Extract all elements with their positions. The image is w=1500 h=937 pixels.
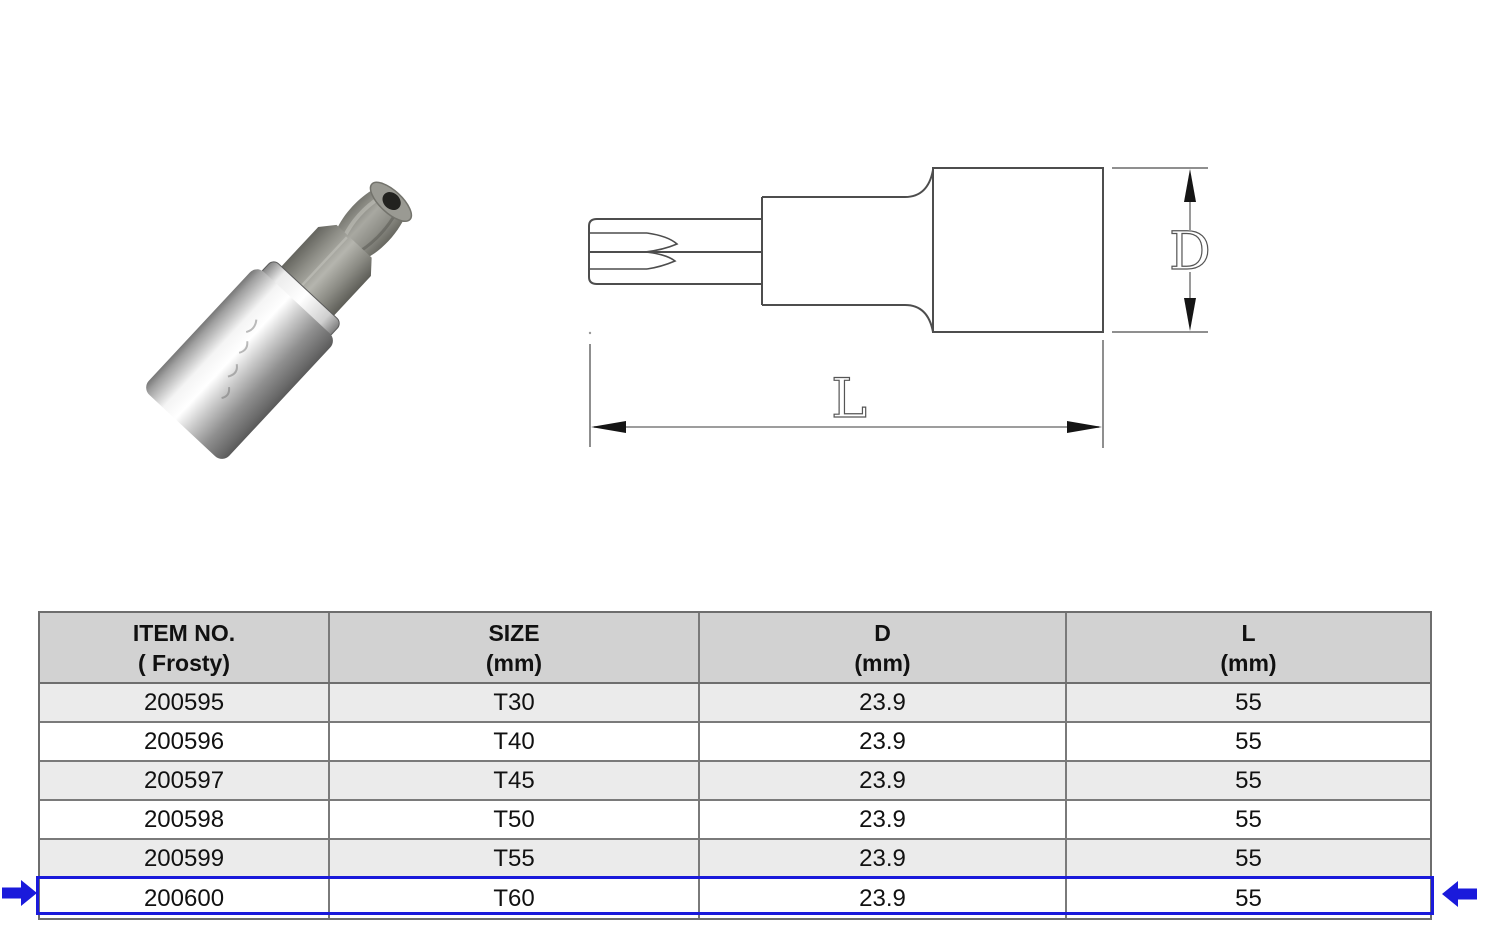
torx-bit-socket-photo <box>120 140 460 470</box>
dimension-d <box>1112 168 1211 332</box>
arrow-left-icon <box>591 421 626 433</box>
col-header-line2: (mm) <box>485 649 543 676</box>
dimension-l <box>589 332 1103 448</box>
d-dimension-label: D <box>1169 222 1211 282</box>
cell-l: 55 <box>1235 844 1262 872</box>
dimension-diagram <box>560 140 1240 470</box>
cell-item-no: 200597 <box>40 762 330 799</box>
col-header-line2: (mm) <box>854 649 911 676</box>
table-row <box>40 684 1430 723</box>
cell-size: T45 <box>330 762 700 799</box>
pointer-arrow-right-icon <box>2 880 38 906</box>
table-header-row <box>40 613 1430 684</box>
col-header-line1: L <box>1241 619 1256 646</box>
table-row <box>40 762 1430 801</box>
cell-d: 23.9 <box>700 723 1067 760</box>
cell-l: 55 <box>1235 805 1262 833</box>
l-dimension-label: L <box>831 367 867 430</box>
cell-d: 23.9 <box>700 684 1067 721</box>
arrow-right-icon <box>1067 421 1102 433</box>
arrow-up-icon <box>1184 169 1196 202</box>
technical-drawing <box>560 140 1240 470</box>
cell-item-no: 200598 <box>40 801 330 838</box>
cell-size: T50 <box>330 801 700 838</box>
pointer-arrow-shape <box>2 880 37 906</box>
pointer-arrow-left-icon <box>1441 881 1477 907</box>
col-header-d <box>700 613 1067 682</box>
cell-size: T60 <box>330 879 700 918</box>
table-row <box>40 723 1430 762</box>
col-header-l <box>1067 613 1430 682</box>
part-outline <box>589 168 1103 332</box>
cell-l: 55 <box>1235 688 1262 716</box>
table-row <box>40 801 1430 840</box>
cell-item-no: 200600 <box>40 879 330 918</box>
col-header-line2: ( Frosty) <box>138 649 230 676</box>
cell-size: T30 <box>330 684 700 721</box>
cell-d: 23.9 <box>700 840 1067 877</box>
cell-d: 23.9 <box>700 762 1067 799</box>
pointer-arrow-shape <box>1442 881 1477 907</box>
table-row-highlighted <box>40 879 1430 918</box>
product-photo <box>120 140 460 470</box>
socket-assembly <box>142 156 439 463</box>
table-row <box>40 840 1430 879</box>
col-header-size <box>330 613 700 682</box>
extension-tick <box>589 332 591 334</box>
cell-item-no: 200599 <box>40 840 330 877</box>
col-header-line2: (mm) <box>1220 649 1277 676</box>
cell-l: 55 <box>1235 766 1262 794</box>
cell-item-no: 200596 <box>40 723 330 760</box>
spec-table <box>38 611 1432 920</box>
cell-item-no: 200595 <box>40 684 330 721</box>
cell-size: T40 <box>330 723 700 760</box>
cell-l: 55 <box>1235 884 1262 912</box>
col-header-line1: D <box>874 619 891 646</box>
col-header-line1: ITEM NO. <box>132 619 236 646</box>
col-header-item-no <box>40 613 330 682</box>
cell-d: 23.9 <box>700 801 1067 838</box>
col-header-line1: SIZE <box>488 619 540 646</box>
cell-size: T55 <box>330 840 700 877</box>
arrow-down-icon <box>1184 298 1196 331</box>
cell-l: 55 <box>1235 727 1262 755</box>
cell-d: 23.9 <box>700 879 1067 918</box>
